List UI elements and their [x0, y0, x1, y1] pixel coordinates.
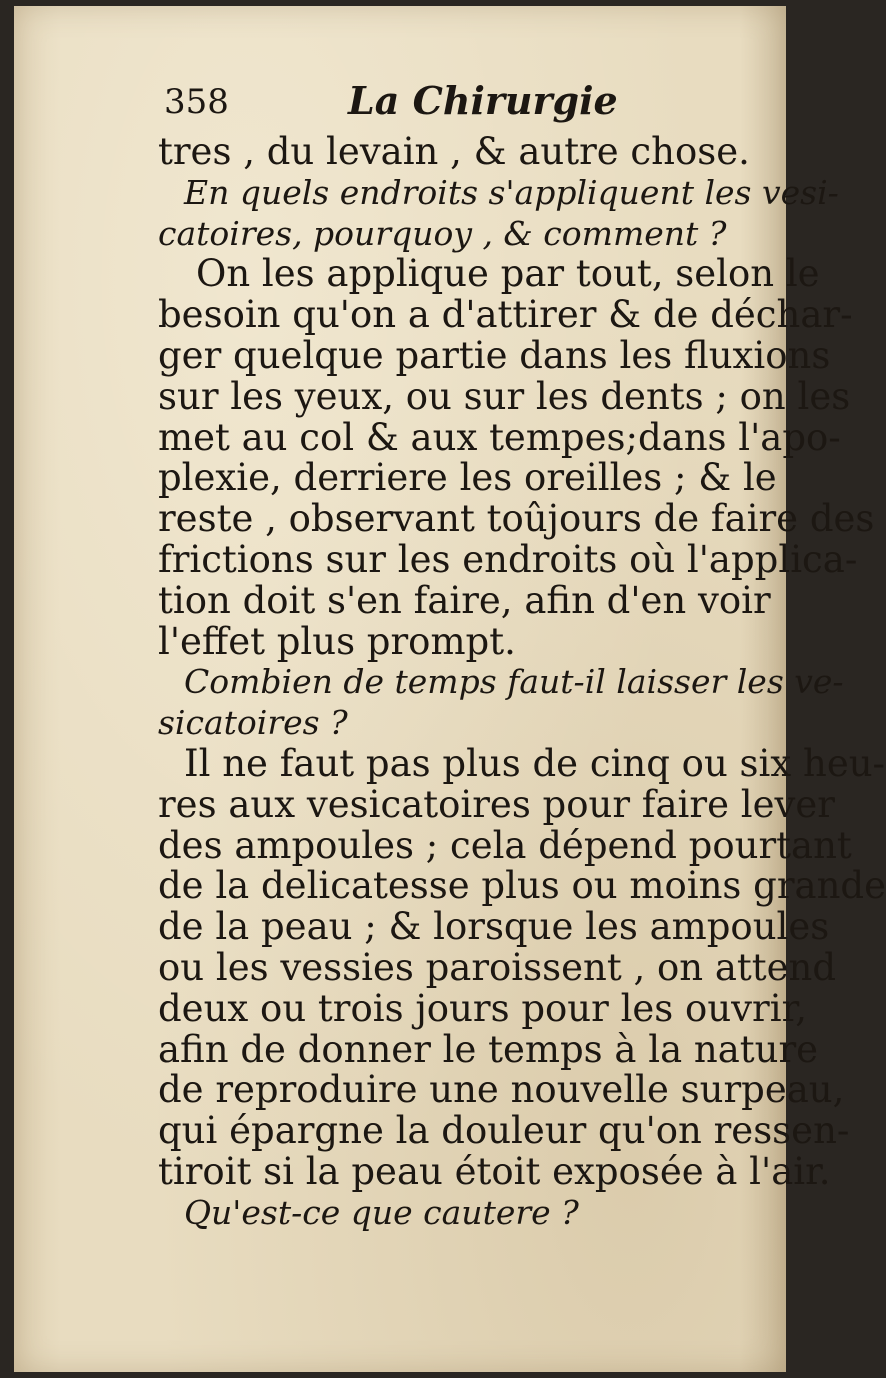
question-line: catoires, pourquoy , & comment ? [158, 213, 727, 253]
question-line: Qu'est-ce que cautere ? [184, 1192, 579, 1232]
text-line: de reproduire une nouvelle surpeau, [158, 1068, 845, 1112]
text-line: On les applique par tout, selon le [196, 252, 820, 296]
question-line: sicatoires ? [158, 703, 348, 743]
text-line: de la delicatesse plus ou moins grande [158, 864, 886, 908]
text-line: sur les yeux, ou sur les dents ; on les [158, 374, 851, 418]
book-page [14, 6, 886, 1372]
text-line: res aux vesicatoires pour faire lever [158, 782, 835, 826]
text-line: afin de donner le temps à la nature [158, 1027, 819, 1071]
page-text [158, 76, 886, 1234]
page-number: 358 [164, 82, 229, 122]
text-line: tres , du levain , & autre chose. [158, 130, 750, 173]
text-line: besoin qu'on a d'attirer & de déchar- [158, 293, 853, 337]
text-line: Il ne faut pas plus de cinq ou six heu- [184, 741, 886, 785]
text-line: l'effet plus prompt. [158, 619, 516, 663]
text-line: ou les vessies paroissent , on attend [158, 945, 837, 989]
question-line: Combien de temps faut-il laisser les ve- [184, 662, 844, 702]
text-line: ger quelque partie dans les fluxions [158, 333, 831, 377]
text-line: tiroit si la peau étoit exposée à l'air. [158, 1149, 831, 1193]
running-title: La Chirurgie [348, 78, 618, 123]
text-line: des ampoules ; cela dépend pourtant [158, 823, 852, 867]
text-line: de la peau ; & lorsque les ampoules [158, 905, 830, 949]
page-header [158, 76, 758, 132]
text-line: reste , observant toûjours de faire des [158, 497, 875, 541]
text-line: frictions sur les endroits où l'applica- [158, 537, 858, 581]
text-line: qui épargne la douleur qu'on ressen- [158, 1109, 850, 1153]
text-line: deux ou trois jours pour les ouvrir, [158, 986, 807, 1030]
text-line: met au col & aux tempes;dans l'apo- [158, 415, 841, 459]
question-line: En quels endroits s'appliquent les vesi- [184, 172, 839, 212]
text-line: tion doit s'en faire, afin d'en voir [158, 578, 771, 622]
text-line: plexie, derriere les oreilles ; & le [158, 456, 777, 500]
